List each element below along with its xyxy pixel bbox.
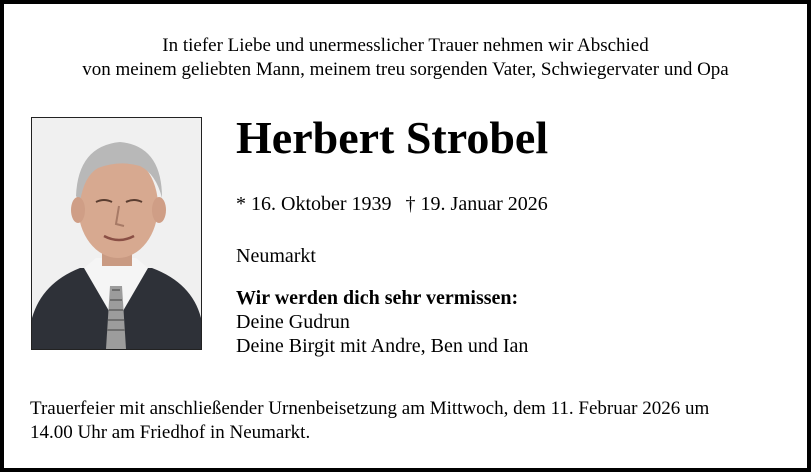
intro-text (4, 34, 807, 82)
mourner-line: Deine Birgit mit Andre, Ben und Ian (236, 335, 529, 357)
birth-date: * 16. Oktober 1939 (236, 193, 392, 215)
intro-line-2: von meinem geliebten Mann, meinem treu sorgenden Vater, Schwiegervater und Opa (82, 59, 729, 80)
funeral-line-2: 14.00 Uhr am Friedhof in Neumarkt. (30, 422, 311, 443)
death-date: † 19. Januar 2026 (405, 193, 548, 215)
life-dates (236, 192, 548, 216)
mourner-line: Deine Gudrun (236, 311, 350, 333)
portrait-image (32, 118, 201, 349)
mourners-headline: Wir werden dich sehr vermissen: (236, 287, 519, 309)
mourners-block (236, 286, 528, 358)
deceased-name: Herbert Strobel (236, 112, 549, 163)
intro-line-1: In tiefer Liebe und unermesslicher Trauer nehmen wir Abschied (162, 35, 649, 56)
funeral-line-1: Trauerfeier mit anschließender Urnenbeisetzung am Mittwoch, dem 11. Februar 2026 um (30, 398, 710, 419)
residence-place: Neumarkt (236, 245, 316, 267)
portrait-photo (31, 117, 202, 350)
funeral-info (30, 397, 790, 445)
